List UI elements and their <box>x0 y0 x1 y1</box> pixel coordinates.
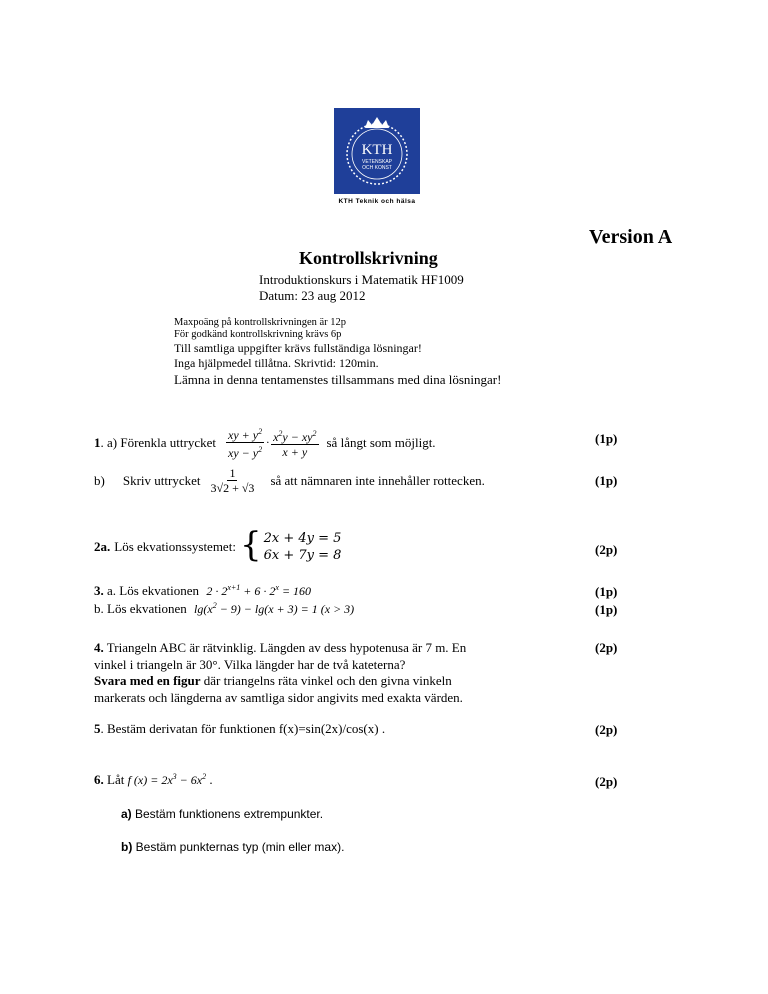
course-name: Introduktionskurs i Matematik HF1009 <box>259 272 464 287</box>
kth-crest-icon <box>334 108 420 194</box>
q1b-fraction: $\frac{1}{3√2 + √3}$ <box>210 466 255 495</box>
q2-text: Lös ekvationssystemet: <box>114 539 236 554</box>
q2-number: 2a. <box>94 539 111 554</box>
info-aids: Inga hjälpmedel tillåtna. Skrivtid: 120min. <box>174 356 379 370</box>
info-max-points: Maxpoäng på kontrollskrivningen är 12p <box>174 317 347 328</box>
question-5: 5. Bestäm derivatan för funktionen f(x)=sin(2x)/cos(x) . <box>94 721 386 736</box>
question-3a: 3. a. Lös ekvationen $2 \cdot 2^{x+1} + 6 \cdot 2^x = 160$ <box>94 583 312 598</box>
q3a-points: (1p) <box>595 584 618 599</box>
kth-logo <box>334 108 420 194</box>
q1b-points: (1p) <box>595 473 618 488</box>
question-6b: b) Bestäm punkternas typ (min eller max). <box>121 840 345 854</box>
q4-points: (2p) <box>595 640 618 655</box>
question-1b <box>94 466 594 495</box>
question-2a <box>94 525 342 565</box>
question-6: 6. Låt f $(x) = 2x^3 - 6x^2$ . <box>94 772 213 787</box>
question-6a: a) Bestäm funktionens extrempunkter. <box>121 807 324 821</box>
exam-date: Datum: 23 aug 2012 <box>259 288 366 303</box>
question-1a: 1 . a) Förenkla uttrycket $\frac{xy + y^2}{xy - y^2}$ · $\frac{x^2y - xy^2}{x + y}$ så långt som möjligt. <box>94 427 436 460</box>
q2-brace: { <box>239 525 262 565</box>
version-label: Version A <box>589 226 673 248</box>
q3b-points: (1p) <box>595 602 618 617</box>
info-pass: För godkänd kontrollskrivning krävs 6p <box>174 329 342 340</box>
q2-system: 2x + 4y = 5 6x + 7y = 8 <box>263 531 342 563</box>
q1a-points: (1p) <box>595 431 618 446</box>
svg-text:KTH: KTH <box>361 142 393 158</box>
q1-fraction-2: $\frac{x^2y - xy^2}{x + y}$ <box>273 428 317 459</box>
q1a-text: . a) Förenkla uttrycket <box>100 434 217 450</box>
question-3b: b. Lös ekvationen $\lg(x^2 - 9) - \lg(x + 3) = 1$ (x > 3) <box>94 601 355 616</box>
info-submit: Lämna in denna tentamenstes tillsammans med dina lösningar! <box>174 372 502 387</box>
q1b-text: Skriv uttrycket <box>122 472 201 488</box>
question-4: 4. Triangeln ABC är rätvinklig. Längden av dess hypotenusa är 7 m. En vinkel i triangeln är 30°. Vilka längder har de två kateterna? Svara med en figur där triangelns räta vinkel och den givna vinkeln markerats och längderna av samtliga sidor angivits med exakta värden. <box>94 640 467 705</box>
q6-points: (2p) <box>595 774 618 789</box>
q2-points: (2p) <box>595 542 618 557</box>
logo-caption: KTH Teknik och hälsa <box>338 198 416 205</box>
q1-number: 1 <box>94 434 101 450</box>
q1b-tail: så att nämnaren inte innehåller rottecken. <box>270 472 485 488</box>
q1b-label: b) <box>94 472 105 488</box>
q1-fraction-1: $\frac{xy + y^2}{xy - y^2}$ <box>228 427 263 460</box>
info-complete: Till samtliga uppgifter krävs fullständiga lösningar! <box>174 341 422 355</box>
page-title: Kontrollskrivning <box>299 248 438 268</box>
svg-text:VETENSKAP: VETENSKAP <box>361 159 393 165</box>
q1a-tail: så långt som möjligt. <box>326 434 436 450</box>
q5-points: (2p) <box>595 722 618 737</box>
svg-text:OCH KONST: OCH KONST <box>362 165 392 171</box>
